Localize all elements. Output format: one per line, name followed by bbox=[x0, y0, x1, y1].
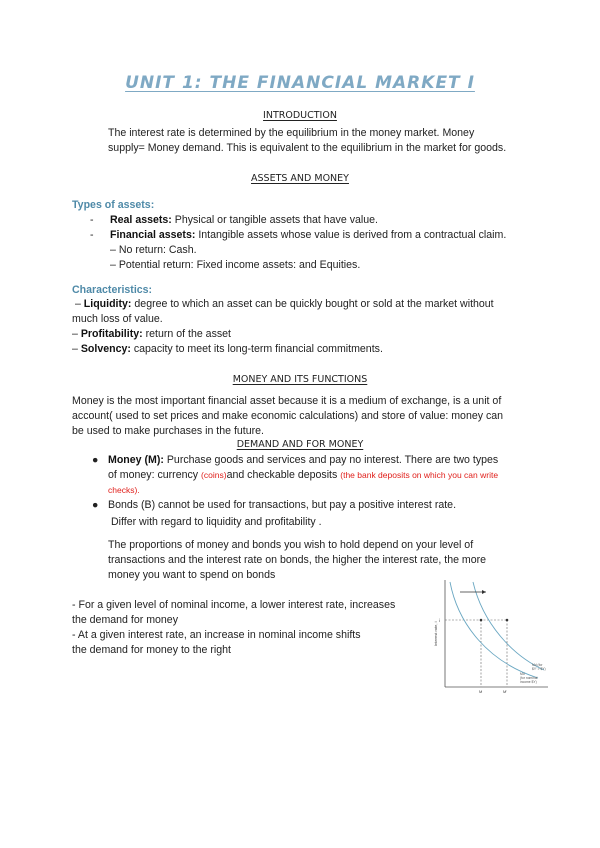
intro-line-2: supply= Money demand. This is equivalent to the equilibrium in the market for goods. bbox=[108, 142, 507, 154]
real-assets-item: - Real assets: Physical or tangible assets that have value. bbox=[90, 214, 378, 226]
shifted-curve-label-2: $Y' > $Y) bbox=[532, 667, 546, 671]
no-return-item: – No return: Cash. bbox=[110, 244, 197, 256]
profitability-item: – Profitability: return of the asset bbox=[72, 328, 231, 340]
characteristics-label: Characteristics: bbox=[72, 284, 153, 296]
curve-label-1: Md bbox=[520, 672, 525, 676]
types-of-assets-label: Types of assets: bbox=[72, 199, 155, 211]
shifted-money-demand-curve bbox=[473, 582, 544, 670]
interest-rate-line-1: - At a given interest rate, an increase in nominal income shifts bbox=[72, 629, 361, 641]
bullet-dot: ● bbox=[92, 454, 99, 466]
m-tick-label: M bbox=[479, 689, 483, 694]
section-heading-money-functions: MONEY AND ITS FUNCTIONS bbox=[232, 374, 368, 385]
coins-note: (coins) bbox=[201, 470, 227, 480]
nominal-income-line-1: - For a given level of nominal income, a lower interest rate, increases bbox=[72, 599, 396, 611]
potential-return-item: – Potential return: Fixed income assets: and Equities. bbox=[110, 259, 361, 271]
bullet-dash: - bbox=[90, 229, 94, 241]
i-tick-label: i bbox=[439, 618, 440, 623]
shift-arrowhead bbox=[482, 590, 486, 594]
money-functions-line-2: account( used to set prices and make economic calculations) and store of value: money can bbox=[72, 410, 504, 422]
bullet-dot: ● bbox=[92, 499, 99, 511]
solvency-item: – Solvency: capacity to meet its long-term financial commitments. bbox=[72, 343, 383, 355]
financial-assets-item: - Financial assets: Intangible assets whose value is derived from a contractual claim. bbox=[90, 229, 507, 241]
bonds-item: Bonds (B) cannot be used for transactions, but pay a positive interest rate. bbox=[108, 499, 457, 511]
m-prime-tick-label: M' bbox=[503, 689, 508, 694]
section-heading-assets: ASSETS AND MONEY bbox=[251, 173, 349, 184]
bank-deposits-note: (the bank deposits on which you can write bbox=[340, 470, 499, 480]
money-item-line-2: of money: currency (coins)and checkable deposits (the bank deposits on which you can write bbox=[108, 469, 499, 481]
page-title: UNIT 1: THE FINANCIAL MARKET I bbox=[125, 73, 475, 93]
nominal-income-line-2: the demand for money bbox=[72, 614, 178, 626]
curve-label-3: income $Y) bbox=[520, 680, 537, 684]
money-item-line-1: Money (M): Purchase goods and services and pay no interest. There are two types bbox=[108, 454, 499, 466]
money-functions-line-3: be used to make purchases in the future. bbox=[72, 425, 264, 437]
money-functions-line-1: Money is the most important financial asset because it is a medium of exchange, is a unit of bbox=[72, 395, 502, 407]
money-demand-curve bbox=[450, 582, 538, 678]
equilibrium-point-2 bbox=[506, 619, 509, 622]
bank-deposits-note-cont: checks). bbox=[108, 485, 140, 495]
money-demand-graph bbox=[428, 574, 552, 698]
interest-rate-line-2: the demand for money to the right bbox=[72, 644, 231, 656]
y-axis-label: Interest rate, i bbox=[433, 621, 438, 646]
proportions-line-3: money you want to spend on bonds bbox=[108, 569, 276, 581]
proportions-line-2: transactions and the interest rate on bonds, the higher the interest rate, the more bbox=[108, 554, 487, 566]
proportions-line-1: The proportions of money and bonds you wish to hold depend on your level of bbox=[108, 539, 474, 551]
shifted-curve-label-1: Md (for bbox=[532, 663, 543, 667]
equilibrium-point-1 bbox=[480, 619, 483, 622]
section-heading-introduction: INTRODUCTION bbox=[263, 110, 337, 121]
liquidity-item: – Liquidity: degree to which an asset can be quickly bought or sold at the market without bbox=[72, 298, 494, 310]
bullet-dash: - bbox=[90, 214, 94, 226]
curve-label-2: (for nominal bbox=[520, 676, 538, 680]
intro-line-1: The interest rate is determined by the equilibrium in the money market. Money bbox=[108, 127, 475, 139]
differ-line: Differ with regard to liquidity and profitability . bbox=[111, 516, 322, 528]
section-heading-demand: DEMAND AND FOR MONEY bbox=[236, 439, 364, 450]
liquidity-item-cont: much loss of value. bbox=[72, 313, 163, 325]
